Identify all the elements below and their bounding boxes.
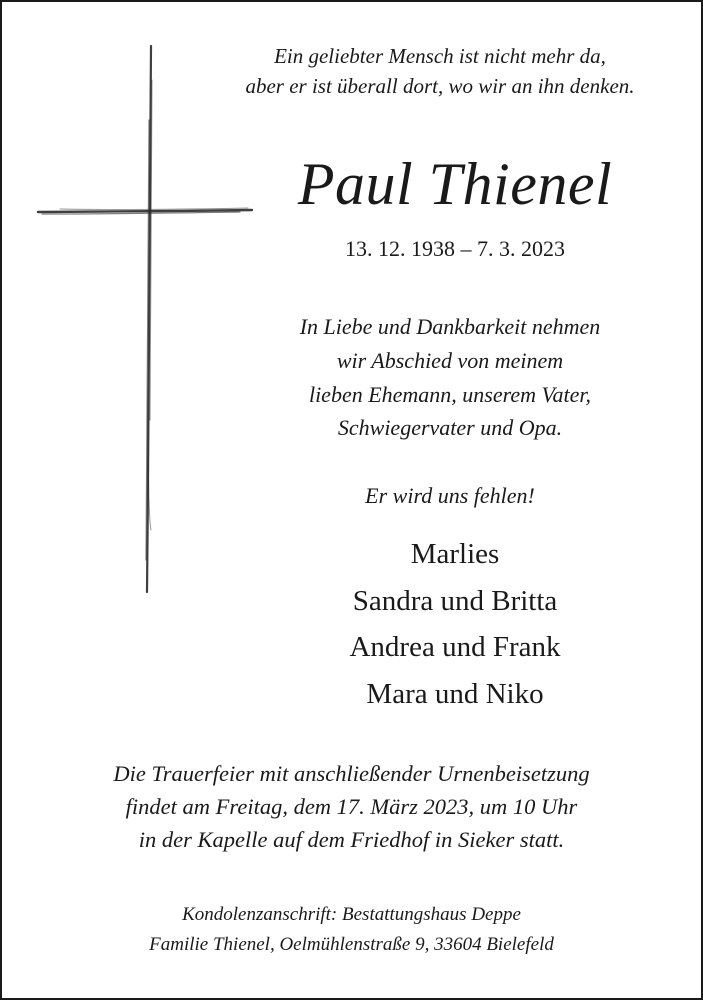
farewell-line-4: Schwiegervater und Opa. xyxy=(337,415,563,440)
farewell-line-2: wir Abschied von meinem xyxy=(336,348,564,373)
family-member-4: Mara und Niko xyxy=(366,678,544,710)
farewell-line-1: In Liebe und Dankbarkeit nehmen xyxy=(299,314,601,339)
deceased-name: Paul Thienel xyxy=(297,151,613,217)
motto-line-1: Ein geliebter Mensch ist nicht mehr da, xyxy=(274,44,606,68)
closing-line: Er wird uns fehlen! xyxy=(365,483,535,508)
service-line-1: Die Trauerfeier mit anschließender Urnenbeisetzung xyxy=(113,761,590,786)
family-member-1: Marlies xyxy=(410,538,500,570)
farewell-line-3: lieben Ehemann, unserem Vater, xyxy=(308,382,592,407)
life-dates: 13. 12. 1938 – 7. 3. 2023 xyxy=(345,236,565,261)
family-member-2: Sandra und Britta xyxy=(352,585,558,617)
contact-line-1: Kondolenzanschrift: Bestattungshaus Deppe xyxy=(182,904,521,925)
service-line-2: findet am Freitag, dem 17. März 2023, um 10 Uhr xyxy=(125,794,578,819)
motto-line-2: aber er ist überall dort, wo wir an ihn denken. xyxy=(245,74,635,98)
contact-line-2: Familie Thienel, Oelmühlenstraße 9, 33604 Bielefeld xyxy=(149,934,554,955)
family-member-3: Andrea und Frank xyxy=(349,631,561,663)
service-line-3: in der Kapelle auf dem Friedhof in Sieker statt. xyxy=(138,827,565,852)
